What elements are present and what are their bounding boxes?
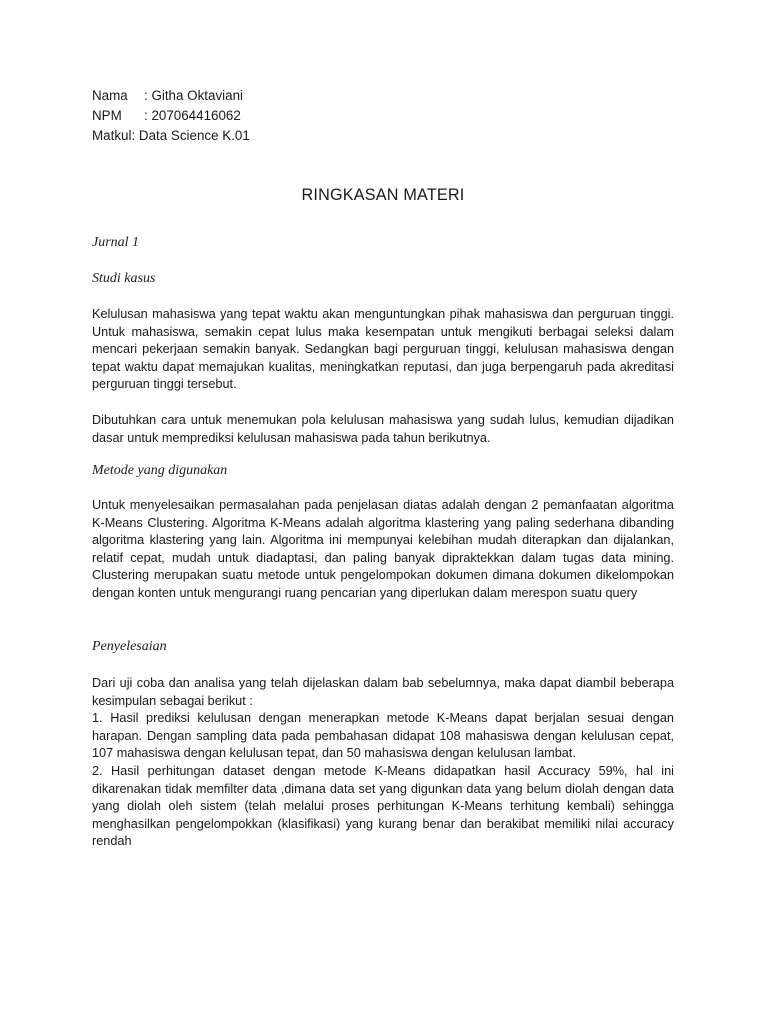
paragraph-studi-kasus-1: Kelulusan mahasiswa yang tepat waktu akan menguntungkan pihak mahasiswa dan perguruan tinggi. Untuk mahasiswa, semakin cepat lulus maka kesempatan untuk mengikuti berbagai seleksi dalam mencari pekerjaan semakin banyak. Sedangkan bagi perguruan tinggi, kelulusan mahasiswa dengan tepat waktu dapat memajukan kualitas, meningkatkan reputasi, dan juga berpengaruh pada akreditasi perguruan tinggi tersebut.: [92, 307, 674, 392]
matkul-value: Data Science K.01: [135, 128, 250, 143]
npm-label: NPM: [92, 108, 122, 123]
author-info: [92, 86, 674, 146]
matkul-label: Matkul:: [92, 128, 136, 143]
nama-row: [92, 86, 674, 106]
nama-value: : Githa Oktaviani: [144, 88, 243, 103]
section-heading-jurnal: Jurnal 1: [92, 235, 140, 250]
paragraph-studi-kasus-2: Dibutuhkan cara untuk menemukan pola kelulusan mahasiswa yang sudah lulus, kemudian dijadikan dasar untuk memprediksi kelulusan mahasiswa pada tahun berikutnya.: [92, 413, 674, 445]
paragraph-penyelesaian: Dari uji coba dan analisa yang telah dijelaskan dalam bab sebelumnya, maka dapat diambil beberapa kesimpulan sebagai berikut : 1. Hasil prediksi kelulusan dengan menerapkan metode K-Means dapat berjalan sesuai dengan harapan. Dengan sampling data pada pembahasan didapat 108 mahasiswa dengan kelulusan cepat, 107 mahasiswa dengan kelulusan tepat, dan 50 mahasiswa dengan kelulusan lambat. 2. Hasil perhitungan dataset dengan metode K-Means didapatkan hasil Accuracy 59%, hal ini dikarenakan tidak memfilter data ,dimana data set yang digunkan data yang belum diolah dengan data yang diolah oleh sistem (telah melalui proses perhitungan K-Means terhitung kembali) sehingga menghasilkan pengelompokkan (klasifikasi) yang kurang benar dan berakibat memiliki nilai accuracy rendah: [92, 676, 674, 849]
document-page: [92, 86, 674, 849]
nama-label: Nama: [92, 88, 128, 103]
document-title: RINGKASAN MATERI: [301, 186, 465, 204]
heading-penyelesaian: Penyelesaian: [92, 639, 167, 654]
heading-studi-kasus: Studi kasus: [92, 271, 156, 286]
matkul-row: [92, 126, 674, 146]
paragraph-metode: Untuk menyelesaikan permasalahan pada penjelasan diatas adalah dengan 2 pemanfaatan algoritma K-Means Clustering. Algoritma K-Means adalah algoritma klastering yang paling sederhana dibanding algoritma klastering yang lain. Algoritma ini mempunyai kelebihan mudah diterapkan dan dijalankan, relatif cepat, mudah untuk diadaptasi, dan paling banyak dipraktekkan dalam tugas data mining. Clustering merupakan suatu metode untuk pengelompokan dokumen dimana dokumen dikelompokan dengan konten untuk mengurangi ruang pencarian yang diperlukan dalam merespon suatu query: [92, 498, 674, 600]
npm-row: [92, 106, 674, 126]
heading-metode: Metode yang digunakan: [92, 463, 228, 478]
npm-value: : 207064416062: [144, 108, 241, 123]
